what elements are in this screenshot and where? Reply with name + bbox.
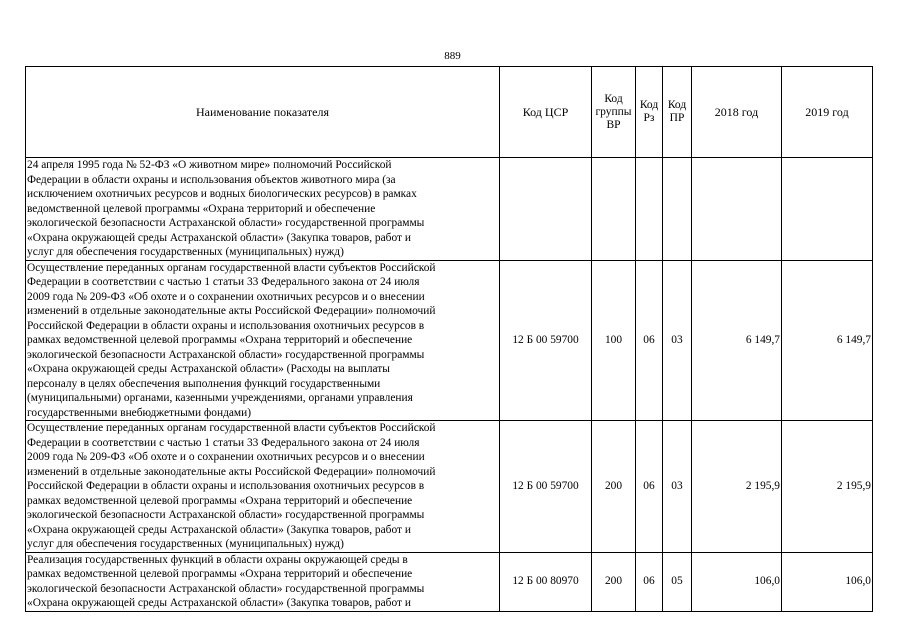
cell-pr: 03 xyxy=(663,421,692,553)
cell-name-line: экологической безопасности Астраханской области» государственной программы xyxy=(27,509,425,521)
table-row xyxy=(26,260,873,421)
cell-2019: 6 149,7 xyxy=(782,260,873,421)
cell-rz xyxy=(636,158,663,261)
page-number: 889 xyxy=(444,50,461,62)
cell-name xyxy=(26,158,500,261)
cell-vr: 200 xyxy=(592,421,636,553)
cell-name-line: услуг для обеспечения государственных (муниципальных) нужд) xyxy=(27,538,344,550)
cell-name-line: 2009 года № 209-ФЗ «Об охоте и о сохранении охотничьих ресурсов и о внесении xyxy=(27,290,425,303)
cell-2019: 2 195,9 xyxy=(782,421,873,553)
cell-vr: 100 xyxy=(592,260,636,421)
cell-name-line: рамках ведомственной целевой программы «Охрана территорий и обеспечение xyxy=(27,568,413,580)
cell-2018: 2 195,9 xyxy=(692,421,782,553)
cell-csr xyxy=(500,158,592,261)
cell-name-line: персоналу в целях обеспечения выполнения функций государственными xyxy=(27,377,381,390)
cell-pr: 03 xyxy=(663,260,692,421)
header-2018: 2018 год xyxy=(692,67,782,158)
cell-csr: 12 Б 00 80970 xyxy=(500,552,592,611)
cell-csr: 12 Б 00 59700 xyxy=(500,260,592,421)
cell-name-line: экологической безопасности Астраханской области» государственной программы xyxy=(27,217,425,229)
cell-name-line: «Охрана окружающей среды Астраханской области» (Закупка товаров, работ и xyxy=(27,231,411,244)
cell-name-line: Федерации в соответствии с частью 1 статьи 33 Федерального закона от 24 июля xyxy=(27,276,420,288)
header-rz-line: Код xyxy=(639,99,659,111)
cell-rz: 06 xyxy=(636,421,663,553)
cell-2018 xyxy=(692,158,782,261)
header-2019: 2019 год xyxy=(782,67,873,158)
cell-name-line: «Охрана окружающей среды Астраханской области» (Закупка товаров, работ и xyxy=(27,523,411,536)
cell-name xyxy=(26,552,500,611)
cell-name xyxy=(26,421,500,553)
cell-name-line: Российской Федерации в области охраны и использования охотничьих ресурсов в xyxy=(27,480,425,492)
cell-name-line: Осуществление переданных органам государственной власти субъектов Российской xyxy=(27,261,436,274)
cell-name-line: Российской Федерации в области охраны и использования охотничьих ресурсов в xyxy=(27,319,425,332)
budget-table xyxy=(25,66,873,612)
cell-name-line: Федерации в области охраны и использования объектов животного мира (за xyxy=(27,173,396,186)
cell-name-line: (муниципальными) органами, казенными учреждениями, органами управления xyxy=(27,392,413,404)
cell-name-line: услуг для обеспечения государственных (муниципальных) нужд) xyxy=(27,246,344,258)
header-vr-line: Код xyxy=(604,92,623,105)
header-vr-line: группы xyxy=(595,105,632,118)
table-row xyxy=(26,158,873,261)
header-vr-line: ВР xyxy=(606,118,621,131)
cell-name-line: экологической безопасности Астраханской области» государственной программы xyxy=(27,348,425,361)
cell-name xyxy=(26,260,500,421)
cell-2019 xyxy=(782,158,873,261)
cell-2018: 106,0 xyxy=(692,552,782,611)
cell-vr xyxy=(592,158,636,261)
cell-vr: 200 xyxy=(592,552,636,611)
cell-name-line: изменений в отдельные законодательные акты Российской Федерации» полномочий xyxy=(27,305,436,317)
cell-name-line: экологической безопасности Астраханской области» государственной программы xyxy=(27,582,425,595)
cell-name-line: государственными внебюджетными фондами) xyxy=(27,406,252,419)
cell-name-line: Осуществление переданных органам государственной власти субъектов Российской xyxy=(27,422,436,434)
cell-name-line: рамках ведомственной целевой программы «Охрана территорий и обеспечение xyxy=(27,494,413,507)
header-pr xyxy=(663,67,692,158)
cell-pr: 05 xyxy=(663,552,692,611)
cell-pr xyxy=(663,158,692,261)
cell-name-line: Федерации в соответствии с частью 1 статьи 33 Федерального закона от 24 июля xyxy=(27,436,420,449)
cell-name-line: изменений в отдельные законодательные акты Российской Федерации» полномочий xyxy=(27,465,436,478)
cell-name-line: 24 апреля 1995 года № 52-ФЗ «О животном мире» полномочий Российской xyxy=(27,159,392,171)
cell-name-line: 2009 года № 209-ФЗ «Об охоте и о сохранении охотничьих ресурсов и о внесении xyxy=(27,451,425,463)
cell-name-line: исключением охотничьих ресурсов и водных биологических ресурсов) в рамках xyxy=(27,188,417,200)
header-csr: Код ЦСР xyxy=(500,67,592,158)
cell-2019: 106,0 xyxy=(782,552,873,611)
cell-rz: 06 xyxy=(636,552,663,611)
table-header-row xyxy=(26,67,873,158)
cell-2018: 6 149,7 xyxy=(692,260,782,421)
cell-name-line: ведомственной целевой программы «Охрана территорий и обеспечение xyxy=(27,202,376,215)
cell-csr: 12 Б 00 59700 xyxy=(500,421,592,553)
cell-name-line: «Охрана окружающей среды Астраханской области» (Расходы на выплаты xyxy=(27,363,390,375)
header-vr xyxy=(592,67,636,158)
cell-name-line: Реализация государственных функций в области охраны окружающей среды в xyxy=(27,553,408,566)
cell-rz: 06 xyxy=(636,260,663,421)
header-rz-line: Рз xyxy=(643,112,655,124)
header-rz xyxy=(636,67,663,158)
table-row xyxy=(26,421,873,553)
table-row xyxy=(26,552,873,611)
cell-name-line: «Охрана окружающей среды Астраханской области» (Закупка товаров, работ и xyxy=(27,597,411,609)
cell-name-line: рамках ведомственной целевой программы «Охрана территорий и обеспечение xyxy=(27,334,413,346)
header-name: Наименование показателя xyxy=(26,67,500,158)
header-pr-line: Код xyxy=(667,99,687,111)
header-pr-line: ПР xyxy=(669,112,685,124)
